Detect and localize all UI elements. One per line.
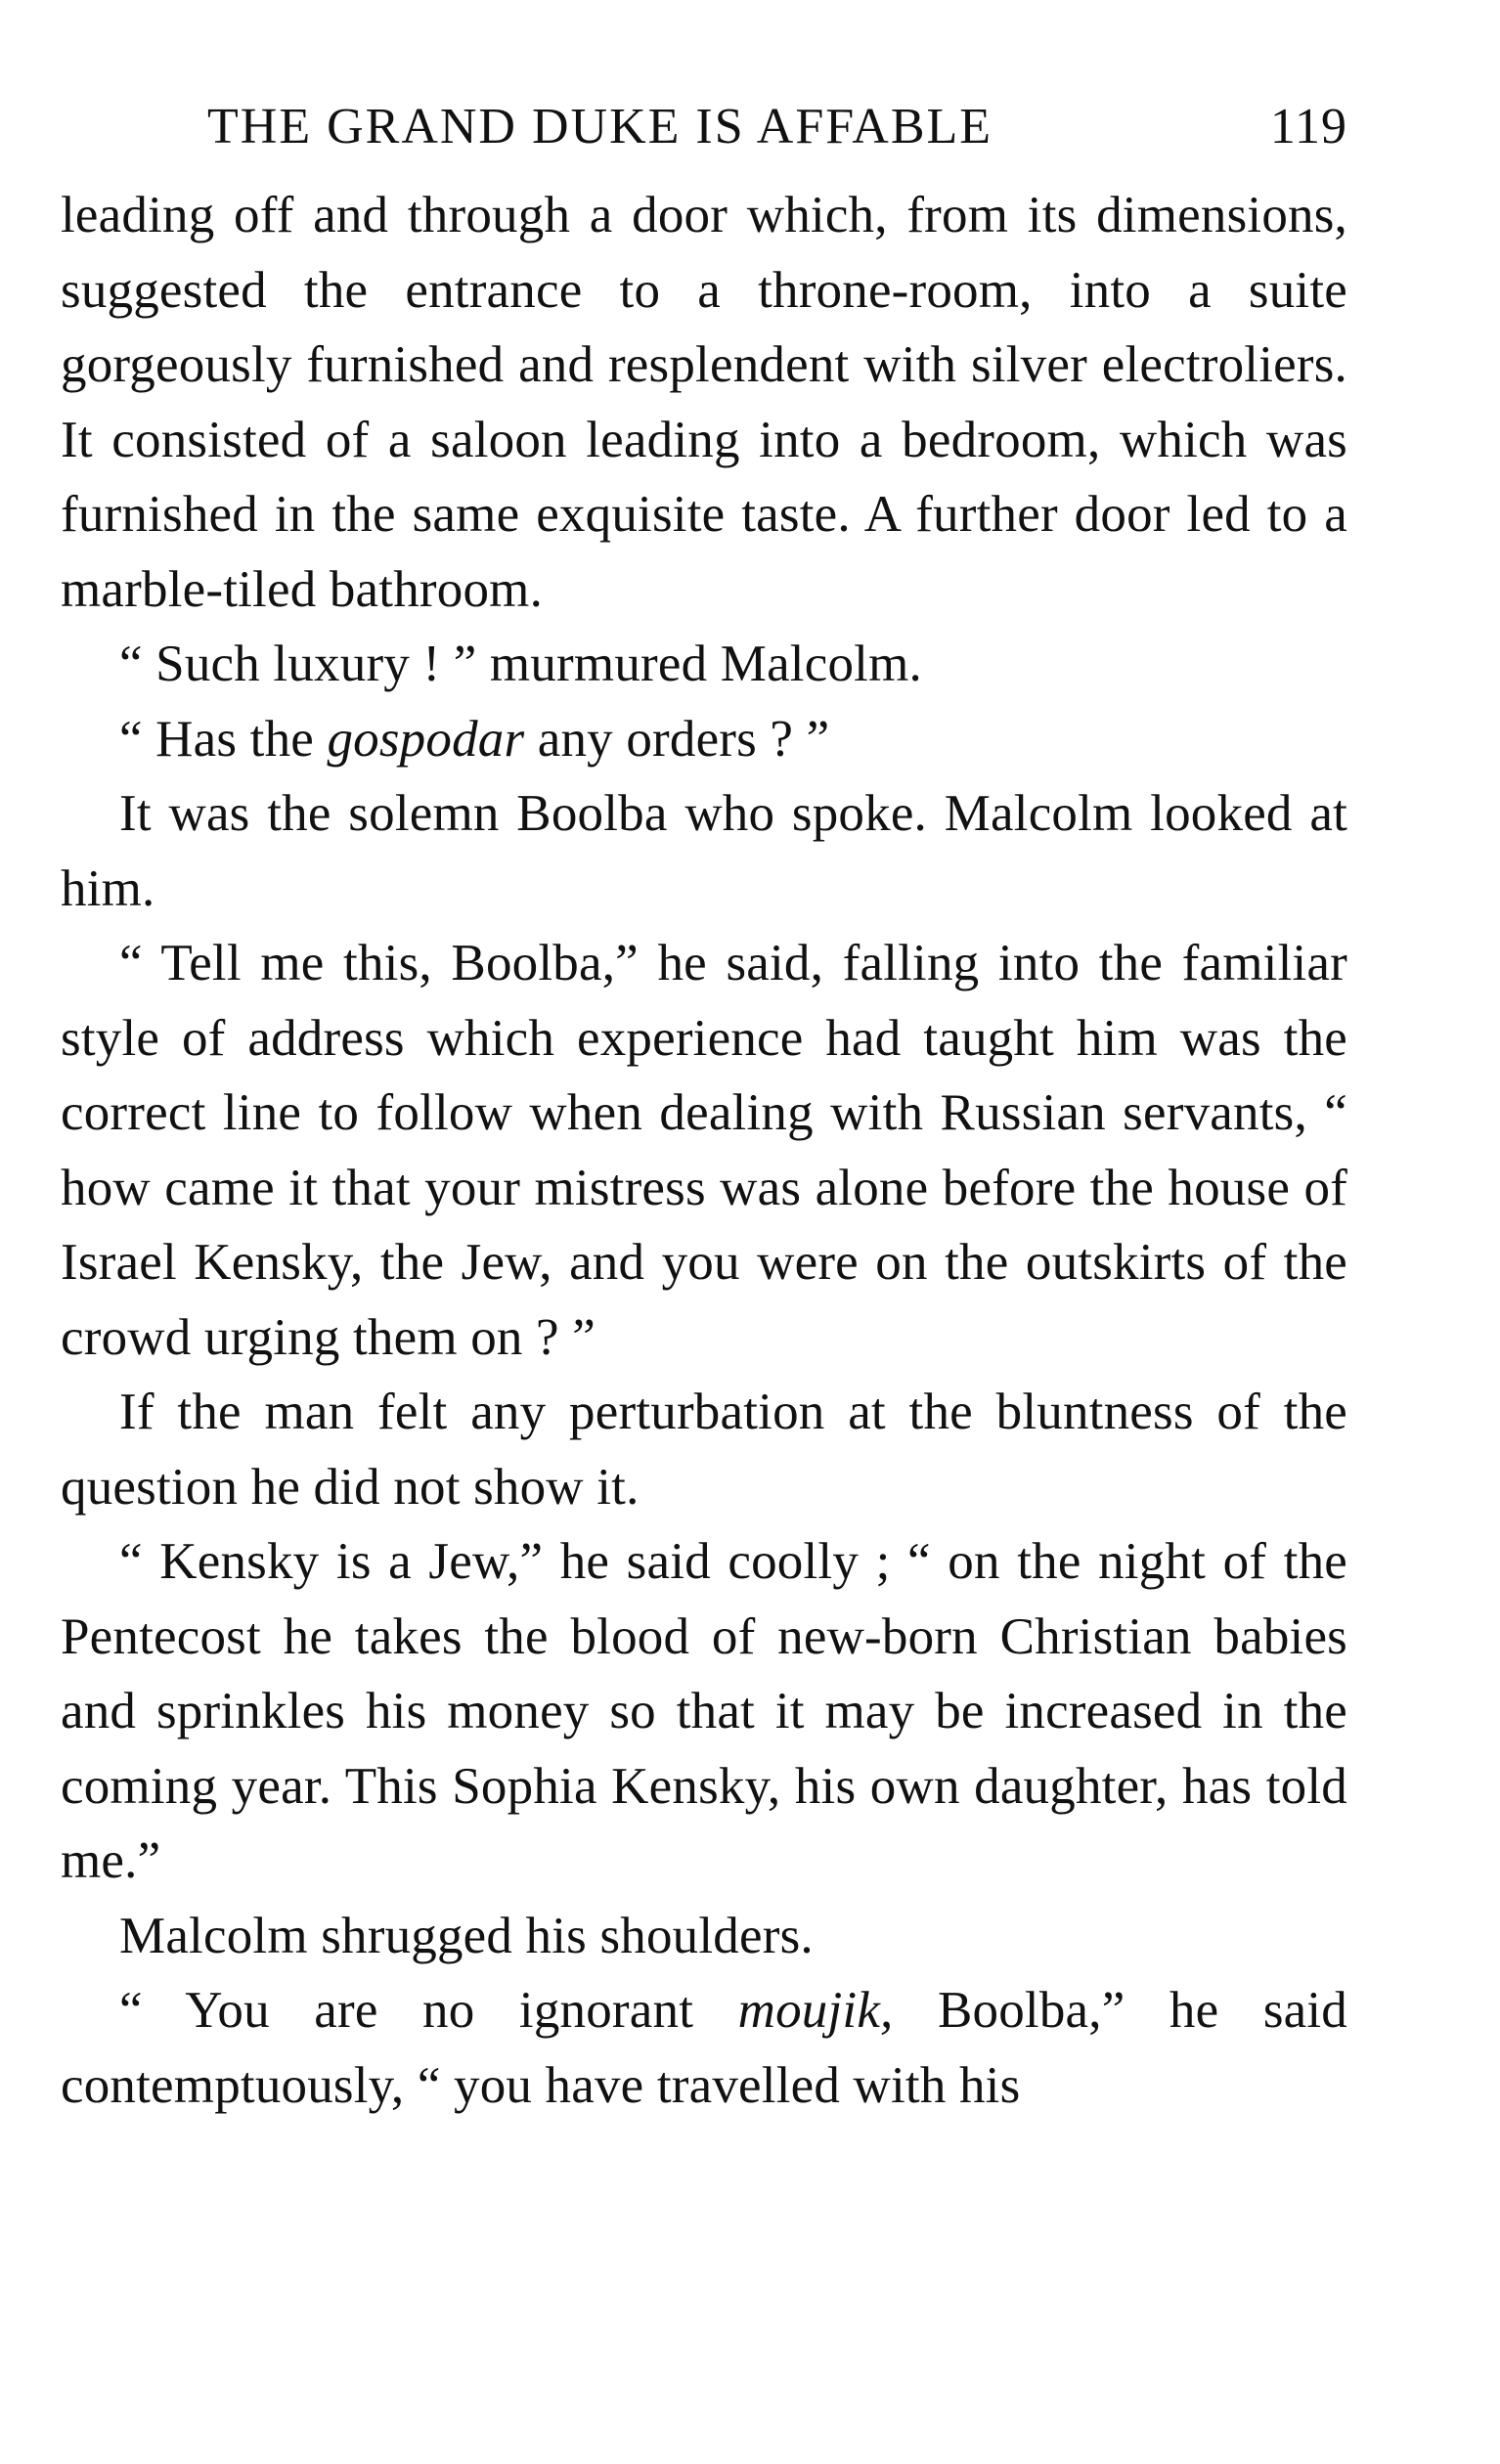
paragraph: It was the solemn Boolba who spoke. Malcolm looked at him. bbox=[61, 785, 1347, 917]
paragraph: If the man felt any perturbation at the bluntness of the question he did not show it. bbox=[61, 1384, 1347, 1516]
paragraph bbox=[61, 702, 1347, 777]
book-page bbox=[61, 98, 1347, 2123]
paragraph: leading off and through a door which, from its dimensions, suggested the entrance to a throne-room, into a suite gorgeously furnished and resplendent with silver electroliers. It consisted of a saloon leading into a bedroom, which was furnished in the same exquisite taste. A further door led to a marble-tiled bathroom. bbox=[61, 187, 1347, 618]
page-number: 119 bbox=[1269, 99, 1347, 154]
chapter-title: THE GRAND DUKE IS AFFABLE bbox=[207, 99, 993, 154]
paragraph: “ Such luxury ! ” murmured Malcolm. bbox=[119, 636, 922, 692]
paragraph-text: “ Has the bbox=[119, 710, 328, 768]
italic-word: moujik, bbox=[737, 1982, 894, 2039]
paragraph: “ Tell me this, Boolba,” he said, falling into the familiar style of address which experience had taught him was the correct line to follow when dealing with Russian servants, “ how came it that your mistress was alone before the house of Israel Kensky, the Jew, and you were on the outskirts of the crowd urging them on ? ” bbox=[61, 935, 1347, 1366]
paragraph bbox=[61, 1973, 1347, 2123]
running-head bbox=[207, 98, 1347, 166]
paragraph-text: “ You are no ignorant bbox=[119, 1982, 738, 2039]
italic-word: gospodar bbox=[327, 710, 525, 768]
paragraph-text: Boolba,” he said contemptuously, “ you have travelled with his bbox=[61, 1982, 1347, 2114]
paragraph-text: any orders ? ” bbox=[524, 710, 830, 768]
paragraph: Malcolm shrugged his shoulders. bbox=[119, 1907, 814, 1964]
paragraph: “ Kensky is a Jew,” he said coolly ; “ on the night of the Pentecost he takes the blood of new-born Christian babies and sprinkles his money so that it may be increased in the coming year. This Sophia Kensky, his own daughter, has told me.” bbox=[61, 1533, 1347, 1889]
